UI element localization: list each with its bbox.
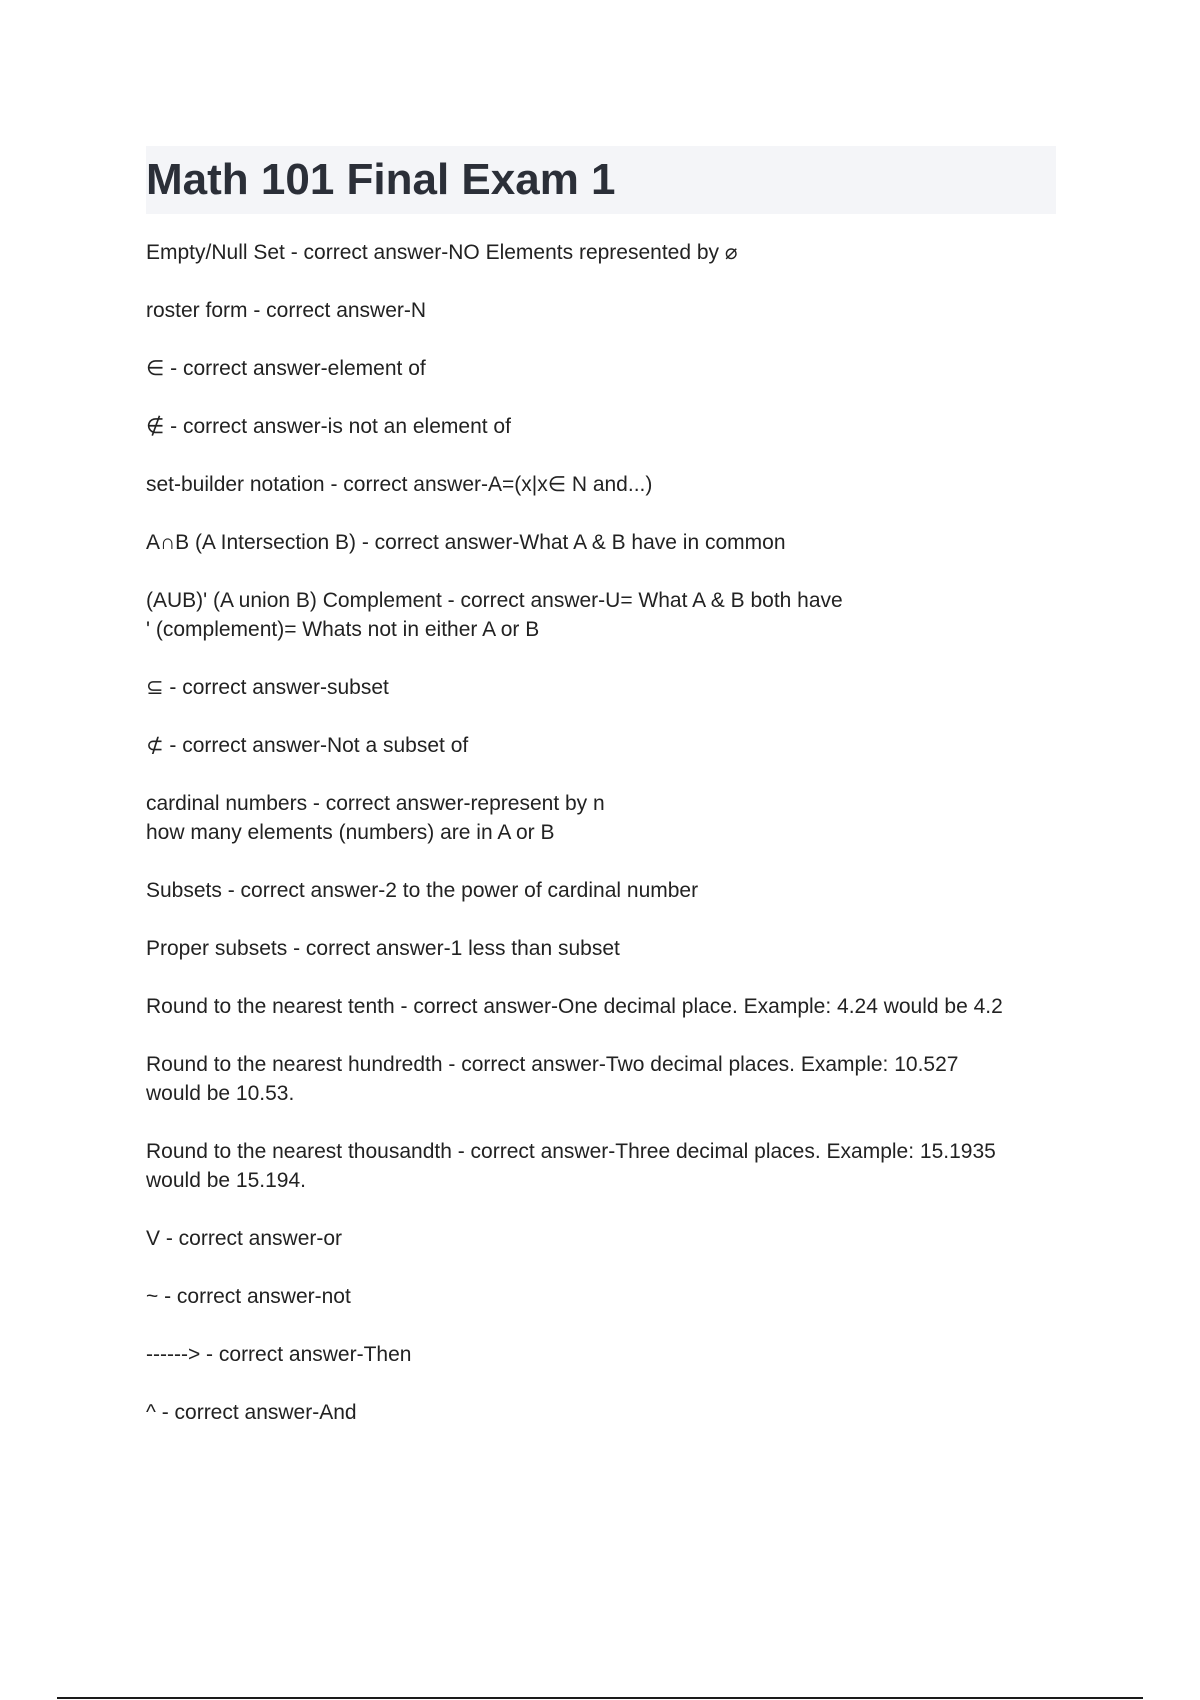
entry-proper-subsets: Proper subsets - correct answer-1 less than subset xyxy=(146,937,620,960)
flashcard-list xyxy=(146,238,1066,1456)
entry-subset: ⊆ - correct answer-subset xyxy=(146,676,389,699)
entry-roster-form: roster form - correct answer-N xyxy=(146,299,427,322)
entry-and-symbol: ^ - correct answer-And xyxy=(146,1401,357,1424)
entry-round-hundredth: Round to the nearest hundredth - correct answer-Two decimal places. Example: 10.527 would be 10.53. xyxy=(146,1053,959,1105)
entry-empty-null-set: Empty/Null Set - correct answer-NO Elements represented by ⌀ xyxy=(146,241,738,264)
page-title: Math 101 Final Exam 1 xyxy=(146,155,616,204)
entry-not-subset: ⊄ - correct answer-Not a subset of xyxy=(146,734,469,757)
entry-element-of: ∈ - correct answer-element of xyxy=(146,357,426,380)
entry-subsets: Subsets - correct answer-2 to the power of cardinal number xyxy=(146,879,699,902)
entry-round-tenth: Round to the nearest tenth - correct answer-One decimal place. Example: 4.24 would be 4.2 xyxy=(146,995,1003,1018)
entry-or-symbol: V - correct answer-or xyxy=(146,1227,343,1250)
entry-then-symbol: ------> - correct answer-Then xyxy=(146,1343,412,1366)
entry-set-builder-notation: set-builder notation - correct answer-A=(x|x∈ N and...) xyxy=(146,473,653,496)
title-band xyxy=(146,146,1056,214)
entry-not-element-of: ∉ - correct answer-is not an element of xyxy=(146,415,511,438)
footer-divider xyxy=(57,1697,1143,1699)
entry-cardinal-numbers: cardinal numbers - correct answer-represent by n how many elements (numbers) are in A or B xyxy=(146,792,605,844)
entry-round-thousandth: Round to the nearest thousandth - correct answer-Three decimal places. Example: 15.1935 would be 15.194. xyxy=(146,1140,996,1192)
entry-intersection: A∩B (A Intersection B) - correct answer-What A & B have in common xyxy=(146,531,786,554)
entry-not-symbol: ~ - correct answer-not xyxy=(146,1285,351,1308)
entry-union-complement: (AUB)' (A union B) Complement - correct answer-U= What A & B both have ' (complement)= Whats not in either A or B xyxy=(146,589,843,641)
